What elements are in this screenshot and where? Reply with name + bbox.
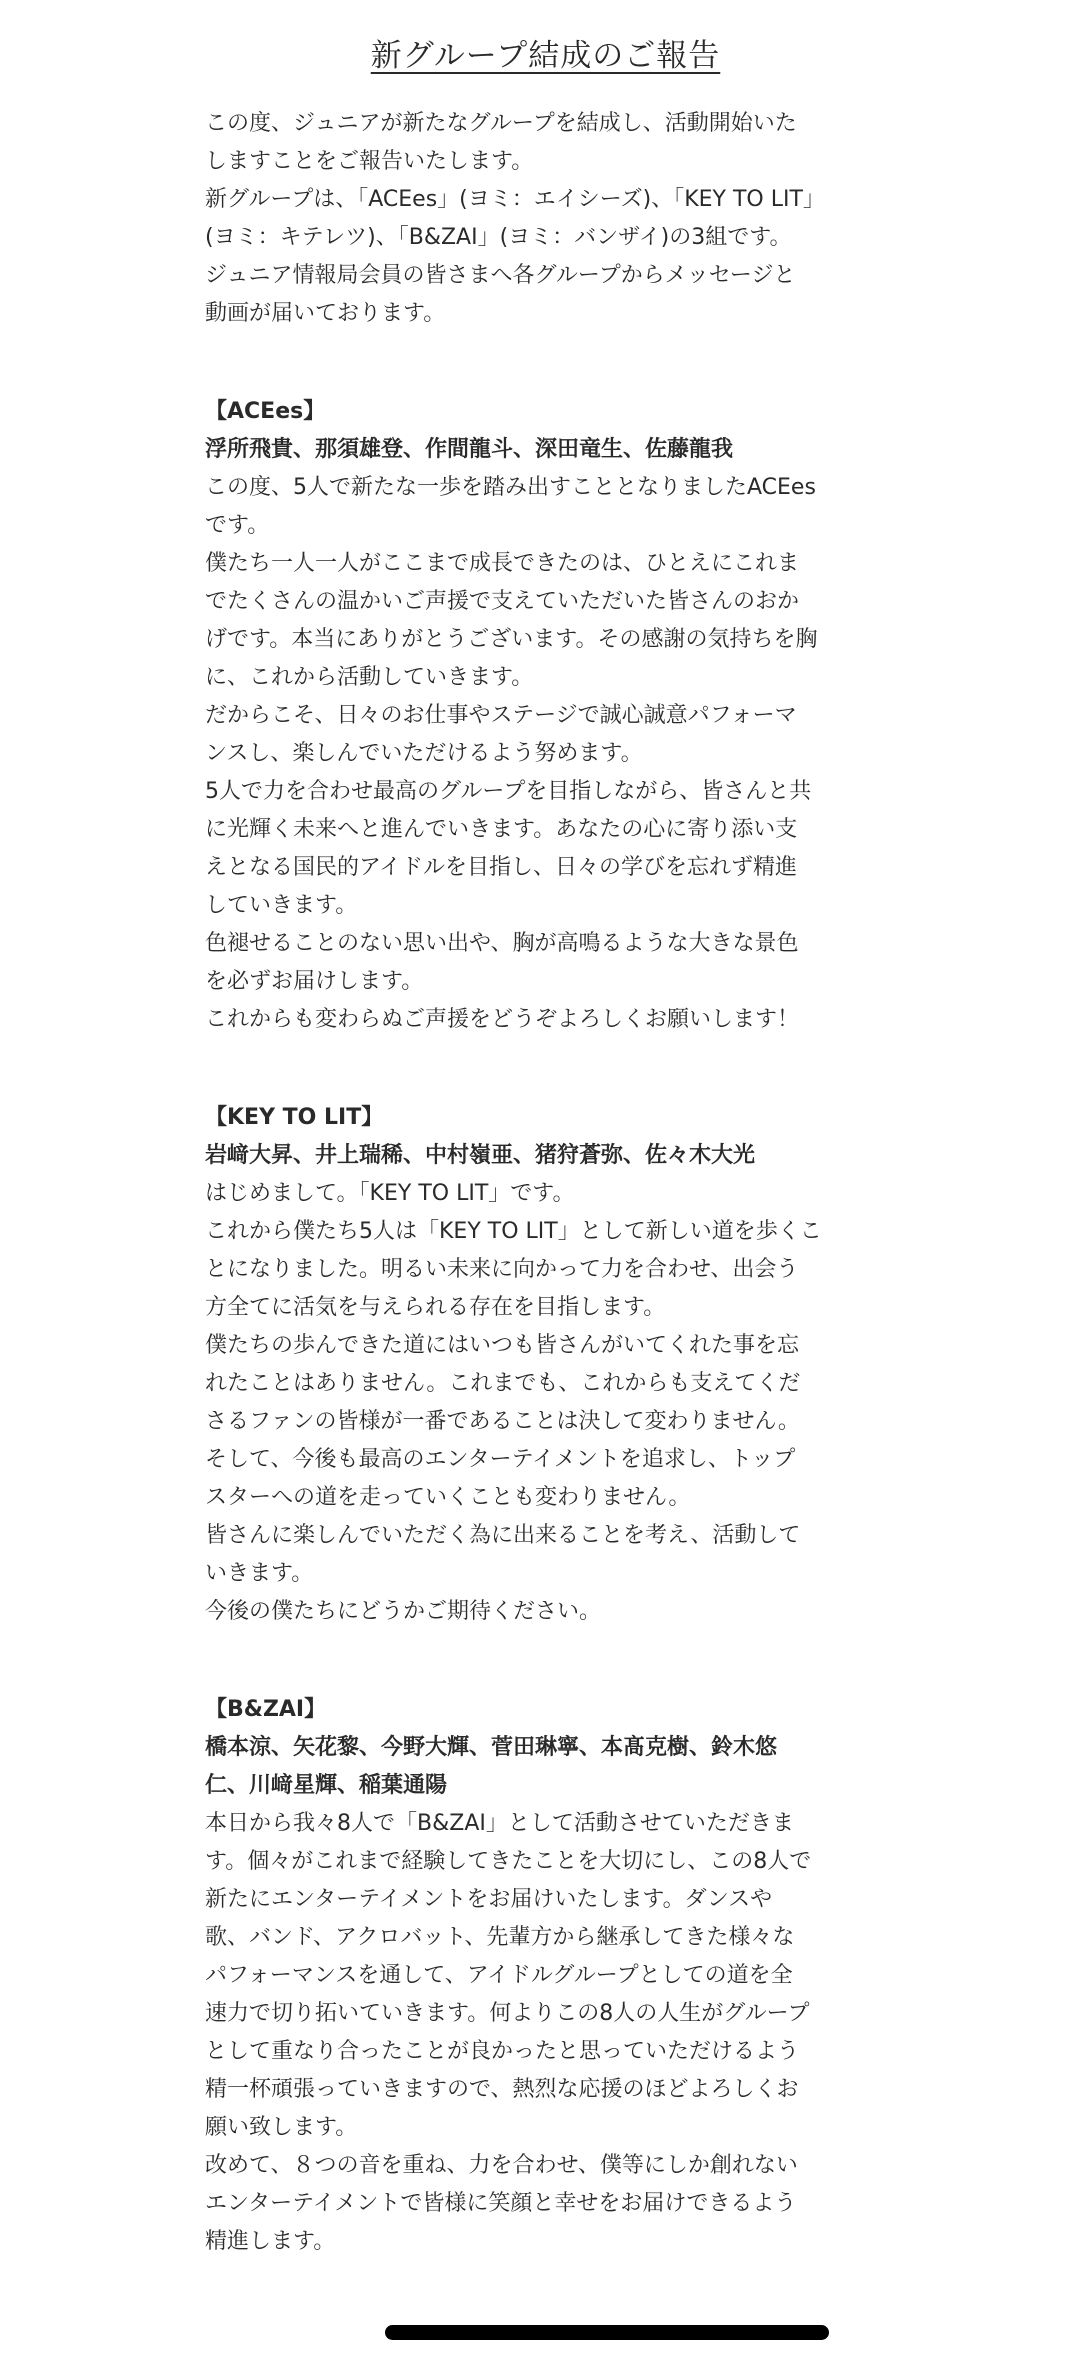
- group-heading: 【ACEes】: [205, 399, 326, 424]
- message-line: はじめまして。「KEY TO LIT」です。: [205, 1181, 575, 1206]
- group-members: 仁、川﨑星輝、稲葉通陽: [205, 1773, 448, 1798]
- message-line: 新たにエンターテイメントをお届けいたします。ダンスや: [205, 1887, 773, 1912]
- message-line: 改めて、８つの音を重ね、力を合わせ、僕等にしか創れない: [205, 2153, 798, 2178]
- article-body: [205, 105, 885, 2261]
- message-line: 僕たちの歩んできた道にはいつも皆さんがいてくれた事を忘: [205, 1333, 800, 1358]
- intro-line: この度、ジュニアが新たなグループを結成し、活動開始いた: [205, 111, 797, 136]
- message-line: れたことはありません。これまでも、これからも支えてくだ: [205, 1371, 801, 1396]
- group-section-b-and-zai: [205, 1691, 885, 2261]
- message-line: 5人で力を合わせ最高のグループを目指しながら、皆さんと共: [205, 779, 812, 804]
- message-line: これから僕たち5人は「KEY TO LIT」として新しい道を歩くこ: [205, 1219, 822, 1244]
- message-line: 今後の僕たちにどうかご期待ください。: [205, 1599, 602, 1624]
- intro-line: しますことをご報告いたします。: [205, 149, 534, 174]
- intro-section: [205, 105, 885, 333]
- message-line: そして、今後も最高のエンターテイメントを追求し、トップ: [205, 1447, 796, 1472]
- page-title: 新グループ結成のご報告: [370, 38, 721, 74]
- group-members: 岩﨑大昇、井上瑞稀、中村嶺亜、猪狩蒼弥、佐々木大光: [205, 1143, 756, 1168]
- message-line: に、これから活動していきます。: [205, 665, 534, 690]
- message-line: す。個々がこれまで経験してきたことを大切にし、この8人で: [205, 1849, 812, 1874]
- message-line: この度、5人で新たな一歩を踏み出すこととなりましたACEes: [205, 475, 816, 500]
- message-line: だからこそ、日々のお仕事やステージで誠心誠意パフォーマ: [205, 703, 797, 728]
- intro-line: ジュニア情報局会員の皆さまへ各グループからメッセージと: [205, 263, 796, 288]
- message-line: パフォーマンスを通して、アイドルグループとしての道を全: [205, 1963, 793, 1988]
- group-members: 橋本涼、矢花黎、今野大輝、菅田琳寧、本髙克樹、鈴木悠: [205, 1735, 778, 1760]
- group-heading: 【B&ZAI】: [205, 1697, 327, 1722]
- message-line: 皆さんに楽しんでいただく為に出来ることを考え、活動して: [205, 1523, 801, 1548]
- message-line: 願い致します。: [205, 2115, 358, 2140]
- message-line: えとなる国民的アイドルを目指し、日々の学びを忘れず精進: [205, 855, 798, 880]
- intro-line: 動画が届いております。: [205, 301, 446, 326]
- message-line: 本日から我々8人で「B&ZAI」として活動させていただきま: [205, 1811, 794, 1836]
- intro-line: 新グループは、「ACEes」(ヨミ：エイシーズ)、「KEY TO LIT」: [205, 187, 825, 212]
- message-line: さるファンの皆様が一番であることは決して変わりません。: [205, 1409, 800, 1434]
- message-line: を必ずお届けします。: [205, 969, 424, 994]
- message-line: に光輝く未来へと進んでいきます。あなたの心に寄り添い支: [205, 817, 798, 842]
- message-line: 精進します。: [205, 2229, 336, 2254]
- message-line: 方全てに活気を与えられる存在を目指します。: [205, 1295, 666, 1320]
- message-line: エンターテイメントで皆様に笑顔と幸せをお届けできるよう: [205, 2191, 797, 2216]
- intro-line: (ヨミ：キテレツ)、「B&ZAI」(ヨミ：バンザイ)の3組です。: [205, 225, 792, 250]
- message-line: これからも変わらぬご声援をどうぞよろしくお願いします！: [205, 1007, 800, 1032]
- message-line: げです。本当にありがとうございます。その感謝の気持ちを胸: [205, 627, 818, 652]
- message-line: 速力で切り拓いていきます。何よりこの8人の人生がグループ: [205, 2001, 810, 2026]
- message-line: です。: [205, 513, 270, 538]
- message-line: していきます。: [205, 893, 358, 918]
- message-line: スターへの道を走っていくことも変わりません。: [205, 1485, 691, 1510]
- group-section-key-to-lit: [205, 1099, 885, 1631]
- message-line: いきます。: [205, 1561, 314, 1586]
- message-line: 色褪せることのない思い出や、胸が高鳴るような大きな景色: [205, 931, 799, 956]
- message-line: でたくさんの温かいご声援で支えていただいた皆さんのおか: [205, 589, 800, 614]
- message-line: 歌、バンド、アクロバット、先輩方から継承してきた様々な: [205, 1925, 795, 1950]
- group-section-acees: [205, 393, 885, 1039]
- message-line: 僕たち一人一人がここまで成長できたのは、ひとえにこれま: [205, 551, 800, 576]
- message-line: とになりました。明るい未来に向かって力を合わせ、出会う: [205, 1257, 799, 1282]
- home-indicator[interactable]: [385, 2325, 829, 2340]
- group-members: 浮所飛貴、那須雄登、作間龍斗、深田竜生、佐藤龍我: [205, 437, 734, 462]
- group-heading: 【KEY TO LIT】: [205, 1105, 384, 1130]
- message-line: として重なり合ったことが良かったと思っていただけるよう: [205, 2039, 800, 2064]
- message-line: 精一杯頑張っていきますので、熱烈な応援のほどよろしくお: [205, 2077, 799, 2102]
- message-line: ンスし、楽しんでいただけるよう努めます。: [205, 741, 643, 766]
